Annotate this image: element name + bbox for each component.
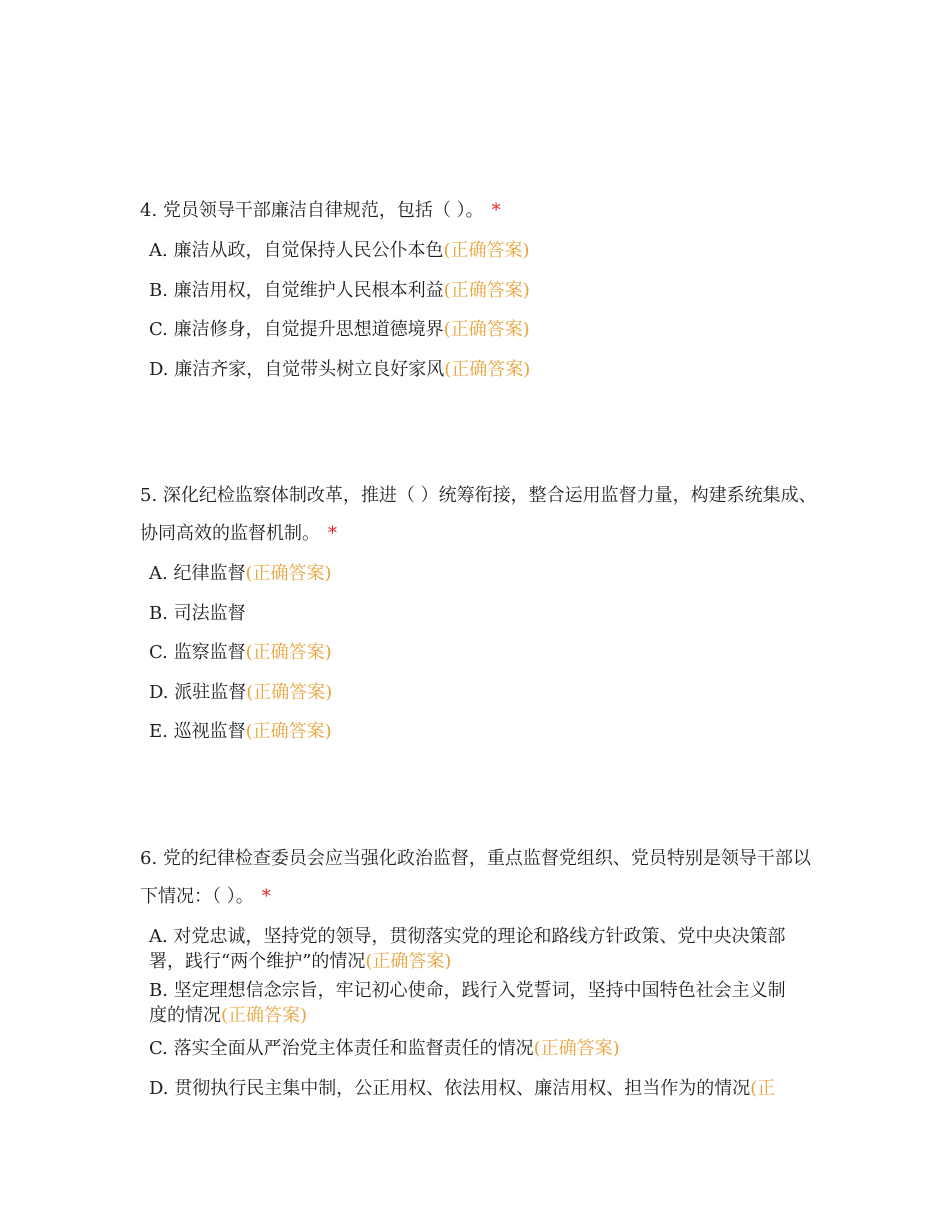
option-label: B. 廉洁用权，自觉维护人民根本利益 bbox=[149, 279, 444, 301]
option-c[interactable] bbox=[149, 317, 820, 342]
option-a[interactable] bbox=[149, 924, 799, 974]
option-label: C. 廉洁修身，自觉提升思想道德境界 bbox=[149, 319, 444, 340]
question-title bbox=[140, 192, 820, 230]
option-d[interactable] bbox=[149, 680, 820, 705]
correct-answer-tag: (正确答案) bbox=[533, 1038, 620, 1059]
required-marker: * bbox=[491, 200, 501, 221]
option-label: D. 贯彻执行民主集中制，公正用权、依法用权、廉洁用权、担当作为的情况 bbox=[149, 1077, 751, 1099]
options-list bbox=[140, 924, 820, 1101]
correct-answer-tag: (正确答案) bbox=[443, 240, 530, 261]
correct-answer-tag: (正确答案) bbox=[443, 279, 530, 301]
option-c[interactable] bbox=[149, 640, 820, 665]
option-label: A. 纪律监督 bbox=[149, 563, 246, 584]
option-label: A. 廉洁从政，自觉保持人民公仆本色 bbox=[149, 240, 444, 261]
correct-answer-tag: (正 bbox=[750, 1077, 776, 1099]
correct-answer-tag: (正确答案) bbox=[443, 319, 530, 340]
required-marker: * bbox=[328, 523, 337, 544]
option-a[interactable] bbox=[149, 561, 820, 586]
option-label: B. 坚定理想信念宗旨，牢记初心使命，践行入党誓词，坚持中国特色社会主义制度的情况 bbox=[149, 980, 786, 1026]
option-b[interactable] bbox=[149, 978, 799, 1028]
option-label: B. 司法监督 bbox=[149, 602, 246, 624]
option-c[interactable] bbox=[149, 1036, 799, 1061]
option-label: C. 落实全面从严治党主体责任和监督责任的情况 bbox=[149, 1038, 534, 1059]
option-label: D. 廉洁齐家，自觉带头树立良好家风 bbox=[149, 358, 445, 380]
question-title bbox=[140, 840, 820, 916]
question-text: 6. 党的纪律检查委员会应当强化政治监督，重点监督党组织、党员特别是领导干部以下情况：（ ）。 bbox=[140, 848, 811, 907]
question-4 bbox=[140, 192, 820, 396]
option-a[interactable] bbox=[149, 238, 820, 263]
option-e[interactable] bbox=[149, 719, 820, 744]
correct-answer-tag: (正确答案) bbox=[246, 681, 333, 703]
options-list bbox=[140, 561, 820, 744]
options-list bbox=[140, 238, 820, 382]
correct-answer-tag: (正确答案) bbox=[245, 721, 332, 742]
correct-answer-tag: (正确答案) bbox=[221, 1005, 308, 1026]
option-b[interactable] bbox=[149, 278, 820, 303]
question-5 bbox=[140, 477, 820, 759]
correct-answer-tag: (正确答案) bbox=[245, 563, 332, 584]
required-marker: * bbox=[261, 886, 271, 907]
correct-answer-tag: (正确答案) bbox=[444, 358, 531, 380]
option-label: E. 巡视监督 bbox=[149, 721, 246, 742]
option-label: C. 监察监督 bbox=[149, 642, 246, 663]
question-6 bbox=[140, 840, 820, 1115]
question-text: 5. 深化纪检监察体制改革，推进（ ）统筹衔接，整合运用监督力量，构建系统集成、协同高效的监督机制。 bbox=[140, 485, 817, 544]
option-d[interactable] bbox=[149, 1076, 801, 1101]
question-title bbox=[140, 477, 820, 553]
option-label: A. 对党忠诚，坚持党的领导，贯彻落实党的理论和路线方针政策、党中央决策部署，践行“两个维护”的情况 bbox=[149, 926, 786, 972]
correct-answer-tag: (正确答案) bbox=[245, 642, 332, 663]
option-label: D. 派驻监督 bbox=[149, 681, 247, 703]
option-d[interactable] bbox=[149, 357, 820, 382]
option-b[interactable] bbox=[149, 601, 820, 626]
correct-answer-tag: (正确答案) bbox=[365, 951, 452, 972]
question-text: 4. 党员领导干部廉洁自律规范，包括（ ）。 bbox=[140, 200, 484, 221]
